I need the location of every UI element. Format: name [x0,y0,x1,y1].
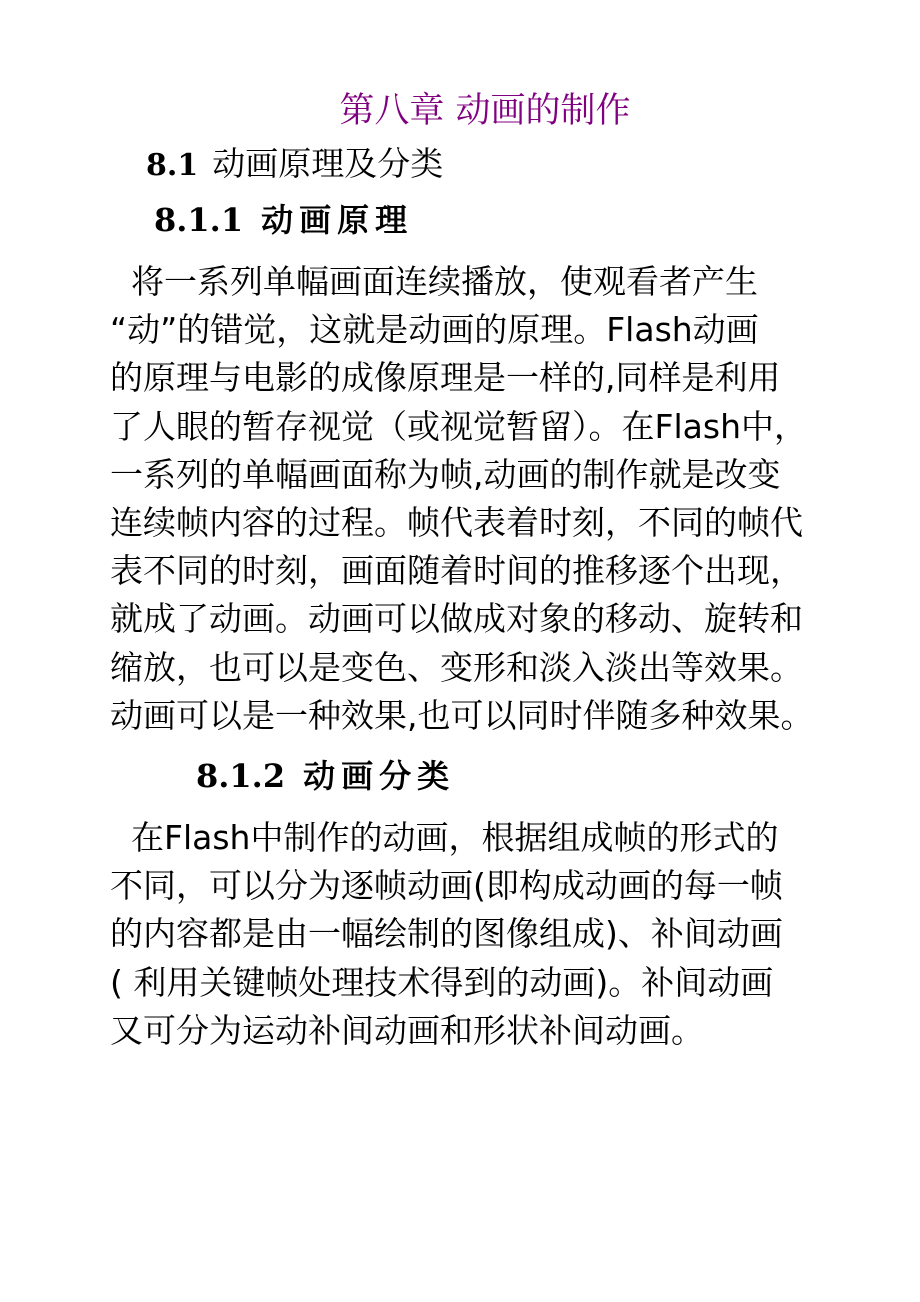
subsection-heading-principle [154,198,413,242]
paragraph-line: 又可分为运动补间动画和形状补间动画。 [110,1010,704,1050]
paragraph-line: 了人眼的暂存视觉（或视觉暂留）。在Flash中， [110,406,807,446]
paragraph-line: 动画可以是一种效果,也可以同时伴随多种效果。 [110,695,814,735]
subsection-title: 动画原理 [261,201,414,239]
paragraph-classification [110,814,830,1055]
section-heading [146,142,443,188]
paragraph-principle [110,258,830,740]
subsection-number: 8.1.2 [196,757,286,795]
paragraph-line: 连续帧内容的过程。帧代表着时刻，不同的帧代 [110,502,803,542]
paragraph-line: 将一系列单幅画面连续播放，使观看者产生 [110,262,758,301]
paragraph-line: ( 利用关键帧处理技术得到的动画)。补间动画 [110,962,774,1002]
paragraph-line: 不同，可以分为逐帧动画(即构成动画的每一帧 [110,866,783,906]
paragraph-line: “动”的错觉，这就是动画的原理。Flash动画 [110,310,759,350]
subsection-title: 动画分类 [303,757,456,795]
paragraph-line: 的原理与电影的成像原理是一样的,同样是利用 [110,358,781,398]
paragraph-line: 缩放，也可以是变色、变形和淡入淡出等效果。 [110,647,803,687]
section-number: 8.1 [146,148,199,183]
subsection-heading-classification [196,754,455,798]
paragraph-line: 一系列的单幅画面称为帧,动画的制作就是改变 [110,454,781,494]
subsection-number: 8.1.1 [154,201,244,239]
paragraph-line: 的内容都是由一幅绘制的图像组成)、补间动画 [110,914,783,954]
paragraph-line: 在Flash中制作的动画，根据组成帧的形式的 [110,818,779,857]
section-title: 动画原理及分类 [212,144,444,183]
paragraph-line: 表不同的时刻，画面随着时间的推移逐个出现， [110,551,803,591]
paragraph-line: 就成了动画。动画可以做成对象的移动、旋转和 [110,599,803,639]
chapter-title: 第八章 动画的制作 [339,91,631,131]
